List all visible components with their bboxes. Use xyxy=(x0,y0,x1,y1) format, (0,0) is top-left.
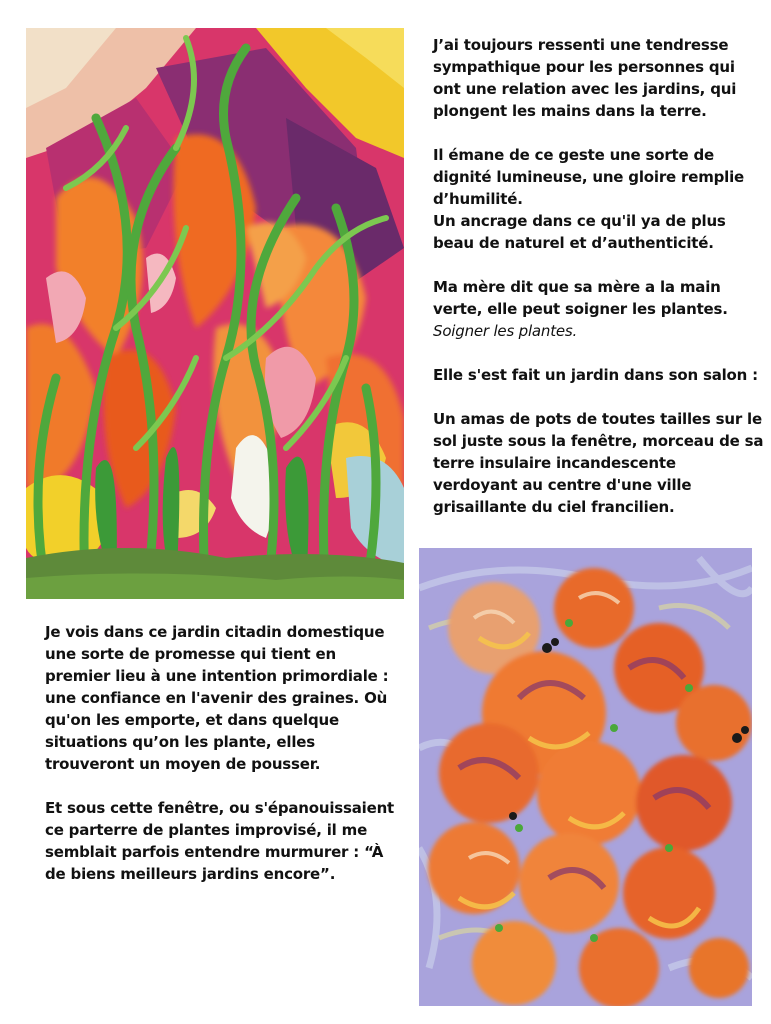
text-line: qu'on les emporte, et dans quelque xyxy=(45,711,339,729)
text-column-left xyxy=(45,621,400,885)
painting-abstract-plants xyxy=(26,28,404,599)
text-line: beau de naturel et d’authenticité. xyxy=(433,234,714,252)
text-line: premier lieu à une intention primordiale : xyxy=(45,667,389,685)
text-line: sol juste sous la fenêtre, morceau de sa xyxy=(433,432,764,450)
paragraph-pots xyxy=(433,408,763,518)
text-line: Et sous cette fenêtre, ou s'épanouissaient xyxy=(45,799,395,817)
text-line: Je vois dans ce jardin citadin domestique xyxy=(45,623,385,641)
text-line: Il émane de ce geste une sorte de xyxy=(433,146,715,164)
text-line: sympathique pour les personnes qui xyxy=(433,58,735,76)
paragraph-tenderness xyxy=(433,34,763,122)
paragraph-mother xyxy=(433,276,763,342)
paragraph-dignity xyxy=(433,144,763,254)
paragraph-promise xyxy=(45,621,400,775)
painting-abstract-plants-art xyxy=(26,28,404,599)
text-line-italic: Soigner les plantes. xyxy=(433,322,578,340)
painting-orange-circles xyxy=(419,548,752,1006)
text-line: d’humilité. xyxy=(433,190,523,208)
text-line: terre insulaire incandescente xyxy=(433,454,676,472)
text-line: une sorte de promesse qui tient en xyxy=(45,645,336,663)
text-line: Un ancrage dans ce qu'il ya de plus xyxy=(433,212,726,230)
text-line: Ma mère dit que sa mère a la main xyxy=(433,278,721,296)
text-line: plongent les mains dans la terre. xyxy=(433,102,707,120)
text-line: verte, elle peut soigner les plantes. xyxy=(433,300,728,318)
text-column-right xyxy=(433,34,763,518)
paragraph-salon xyxy=(433,364,763,386)
text-line: de biens meilleurs jardins encore”. xyxy=(45,865,336,883)
painting-orange-circles-art xyxy=(419,548,752,1006)
text-line: dignité lumineuse, une gloire remplie xyxy=(433,168,745,186)
text-line: situations qu’on les plante, elles xyxy=(45,733,315,751)
text-line: trouveront un moyen de pousser. xyxy=(45,755,321,773)
paragraph-window xyxy=(45,797,400,885)
text-line: une confiance en l'avenir des graines. Où xyxy=(45,689,388,707)
text-line: grisaillante du ciel francilien. xyxy=(433,498,675,516)
text-line: Un amas de pots de toutes tailles sur le xyxy=(433,410,762,428)
text-line: ont une relation avec les jardins, qui xyxy=(433,80,737,98)
text-line: ce parterre de plantes improvisé, il me xyxy=(45,821,368,839)
text-line: Elle s'est fait un jardin dans son salon : xyxy=(433,366,758,384)
text-line: J’ai toujours ressenti une tendresse xyxy=(433,36,729,54)
text-line: semblait parfois entendre murmurer : “À xyxy=(45,843,384,861)
text-line: verdoyant au centre d'une ville xyxy=(433,476,692,494)
